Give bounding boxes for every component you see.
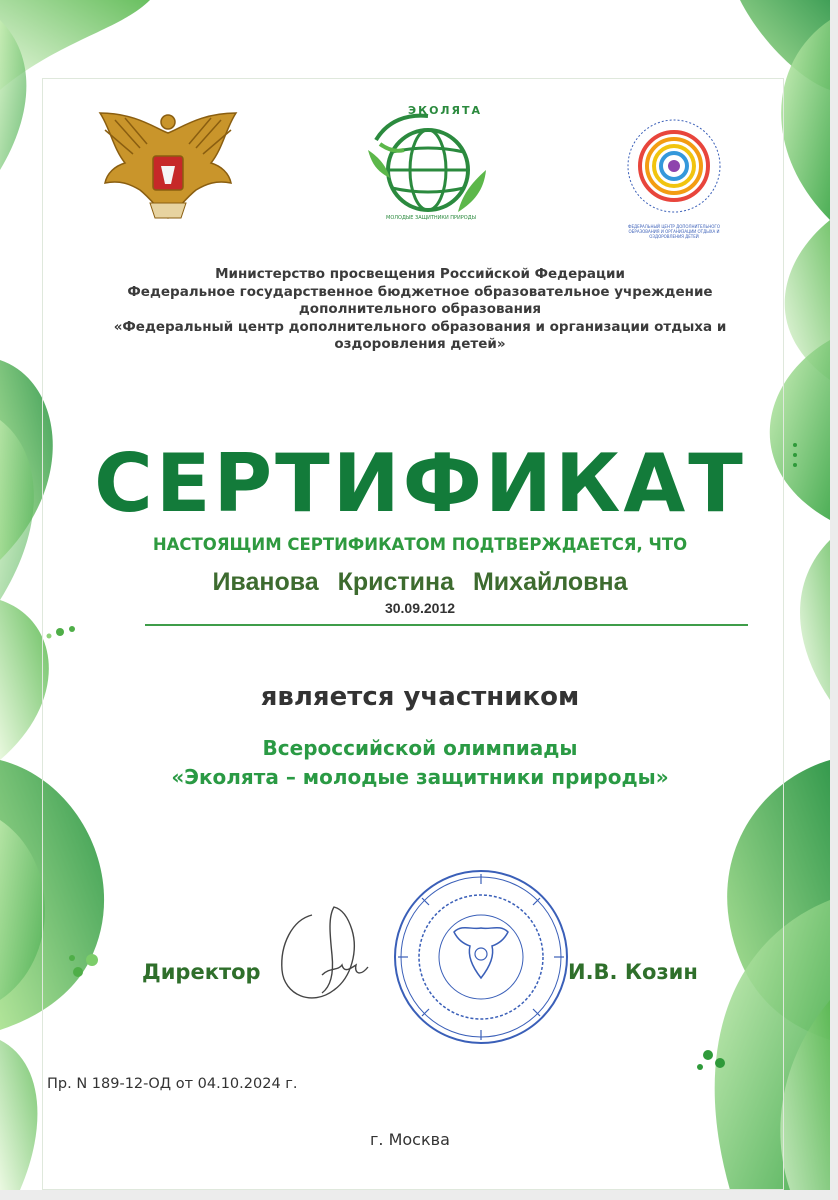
recipient-name: Иванова Кристина Михайловна <box>212 568 628 596</box>
header-line-3: дополнительного образования <box>298 301 542 317</box>
certificate-title: СЕРТИФИКАТ <box>94 437 746 530</box>
issuer-header <box>80 266 760 354</box>
order-reference: Пр. N 189-12-ОД от 04.10.2024 г. <box>47 1076 298 1092</box>
divider-line <box>145 624 748 626</box>
director-signature-icon <box>272 895 382 1010</box>
birth-date: 30.09.2012 <box>384 600 456 616</box>
city: г. Москва <box>370 1130 450 1149</box>
event-name-line-2: «Эколята – молодые защитники природы» <box>171 765 669 789</box>
participant-status: является участником <box>260 682 580 712</box>
header-line-5: оздоровления детей» <box>334 336 506 352</box>
event-name-line-1: Всероссийской олимпиады <box>262 736 578 760</box>
signer-role: Директор <box>142 960 261 984</box>
certificate-subtitle: НАСТОЯЩИМ СЕРТИФИКАТОМ ПОДТВЕРЖДАЕТСЯ, ЧТО <box>152 535 688 554</box>
signer-name: И.В. Козин <box>568 960 698 984</box>
ecolyata-globe-icon <box>358 100 498 230</box>
header-line-2: Федеральное государственное бюджетное образовательное учреждение <box>127 283 713 300</box>
header-line-4: «Федеральный центр дополнительного образования и организации отдыха и <box>113 318 727 335</box>
coat-of-arms-icon <box>95 108 241 228</box>
header-line-1: Министерство просвещения Российской Федерации <box>215 266 625 282</box>
ecolyata-logo-subtitle: МОЛОДЫЕ ЗАЩИТНИКИ ПРИРОДЫ <box>386 215 477 221</box>
ecolyata-logo-title: ЭКОЛЯТА <box>408 104 483 117</box>
federal-center-logo-icon <box>622 110 726 222</box>
federal-center-logo-text: ФЕДЕРАЛЬНЫЙ ЦЕНТР ДОПОЛНИТЕЛЬНОГО ОБРАЗОВАНИЯ И ОРГАНИЗАЦИИ ОТДЫХА И ОЗДОРОВЛЕНИЯ ДЕТЕЙ <box>628 224 720 239</box>
official-seal-icon <box>392 868 570 1046</box>
